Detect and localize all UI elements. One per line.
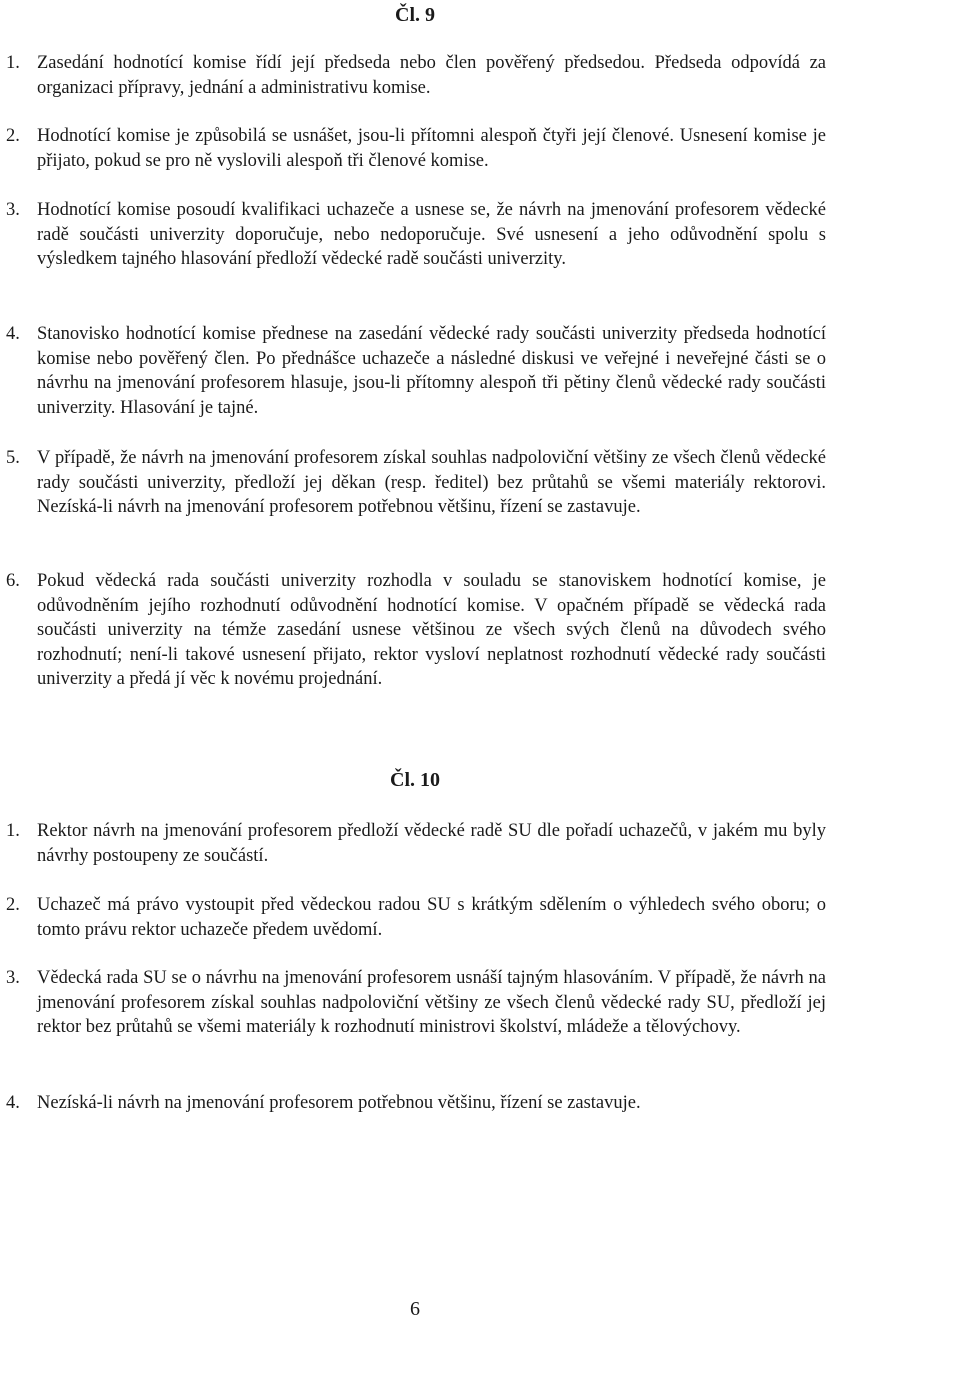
paragraph-number: 5.: [6, 448, 20, 468]
article-10-heading: Čl. 10: [390, 769, 440, 791]
paragraph-text: Zasedání hodnotící komise řídí její předseda nebo člen pověřený předsedou. Předseda odpovídá za organizaci přípravy, jednání a administrativu komise.: [37, 53, 826, 98]
article-9-paragraph-3: [6, 198, 826, 272]
paragraph-text: Nezíská-li návrh na jmenování profesorem potřebnou většinu, řízení se zastavuje.: [37, 1093, 641, 1113]
paragraph-number: 4.: [6, 324, 20, 344]
paragraph-number: 2.: [6, 895, 20, 915]
article-9-paragraph-6: [6, 569, 826, 692]
page-number: 6: [410, 1298, 420, 1320]
article-9-paragraph-4: [6, 322, 826, 420]
paragraph-number: 1.: [6, 53, 20, 73]
article-9-paragraph-5: [6, 446, 826, 520]
article-9-paragraph-2: [6, 124, 826, 173]
paragraph-text: Hodnotící komise je způsobilá se usnášet, jsou-li přítomni alespoň čtyři její členové. Usnesení komise je přijato, pokud se pro ně vyslovili alespoň tři členové komise.: [37, 126, 826, 171]
paragraph-number: 3.: [6, 968, 20, 988]
article-10-paragraph-1: [6, 819, 826, 868]
paragraph-text: Rektor návrh na jmenování profesorem předloží vědecké radě SU dle pořadí uchazečů, v jakém mu byly návrhy postoupeny ze součástí.: [37, 821, 826, 866]
paragraph-number: 3.: [6, 200, 20, 220]
paragraph-number: 1.: [6, 821, 20, 841]
paragraph-text: Hodnotící komise posoudí kvalifikaci uchazeče a usnese se, že návrh na jmenování profesorem vědecké radě součásti univerzity doporučuje, nebo nedoporučuje. Své usnesení a jeho odůvodnění spolu s výsledkem tajného hlasování předloží vědecké radě součásti univerzity.: [37, 200, 826, 269]
paragraph-number: 2.: [6, 126, 20, 146]
article-10-paragraph-4: [6, 1091, 826, 1116]
paragraph-text: Pokud vědecká rada součásti univerzity rozhodla v souladu se stanoviskem hodnotící komise, je odůvodněním jejího rozhodnutí odůvodnění hodnotící komise. V opačném případě se vědecká rada součásti univerzity na témže zasedání usnese většinou ze všech svých členů na důvodech svého rozhodnutí; není-li takové usnesení přijato, rektor vysloví neplatnost rozhodnutí vědecké rady součásti univerzity a předá jí věc k novému projednání.: [37, 571, 826, 689]
paragraph-text: Uchazeč má právo vystoupit před vědeckou radou SU s krátkým sdělením o výhledech svého oboru; o tomto právu rektor uchazeče předem uvědomí.: [37, 895, 826, 940]
article-10-paragraph-2: [6, 893, 826, 942]
paragraph-text: Vědecká rada SU se o návrhu na jmenování profesorem usnáší tajným hlasováním. V případě, že návrh na jmenování profesorem získal souhlas nadpoloviční většiny ze všech členů vědecké rady SU, předloží jej rektor bez průtahů se všemi materiály k rozhodnutí ministrovi školství, mládeže a tělovýchovy.: [37, 968, 826, 1037]
article-10-paragraph-3: [6, 966, 826, 1040]
paragraph-text: Stanovisko hodnotící komise přednese na zasedání vědecké rady součásti univerzity předseda hodnotící komise nebo pověřený člen. Po přednášce uchazeče a následné diskusi ve veřejné i neveřejné části se o návrhu na jmenování profesorem hlasuje, jsou-li přítomny alespoň tři pětiny členů vědecké rady součásti univerzity. Hlasování je tajné.: [37, 324, 826, 418]
article-9-heading: Čl. 9: [395, 4, 435, 26]
article-9-paragraph-1: [6, 51, 826, 100]
paragraph-number: 4.: [6, 1093, 20, 1113]
paragraph-number: 6.: [6, 571, 20, 591]
paragraph-text: V případě, že návrh na jmenování profesorem získal souhlas nadpoloviční většiny ze všech členů vědecké rady součásti univerzity, předloží jej děkan (resp. ředitel) bez průtahů se všemi materiály rektorovi. Nezíská-li návrh na jmenování profesorem potřebnou většinu, řízení se zastavuje.: [37, 448, 826, 517]
